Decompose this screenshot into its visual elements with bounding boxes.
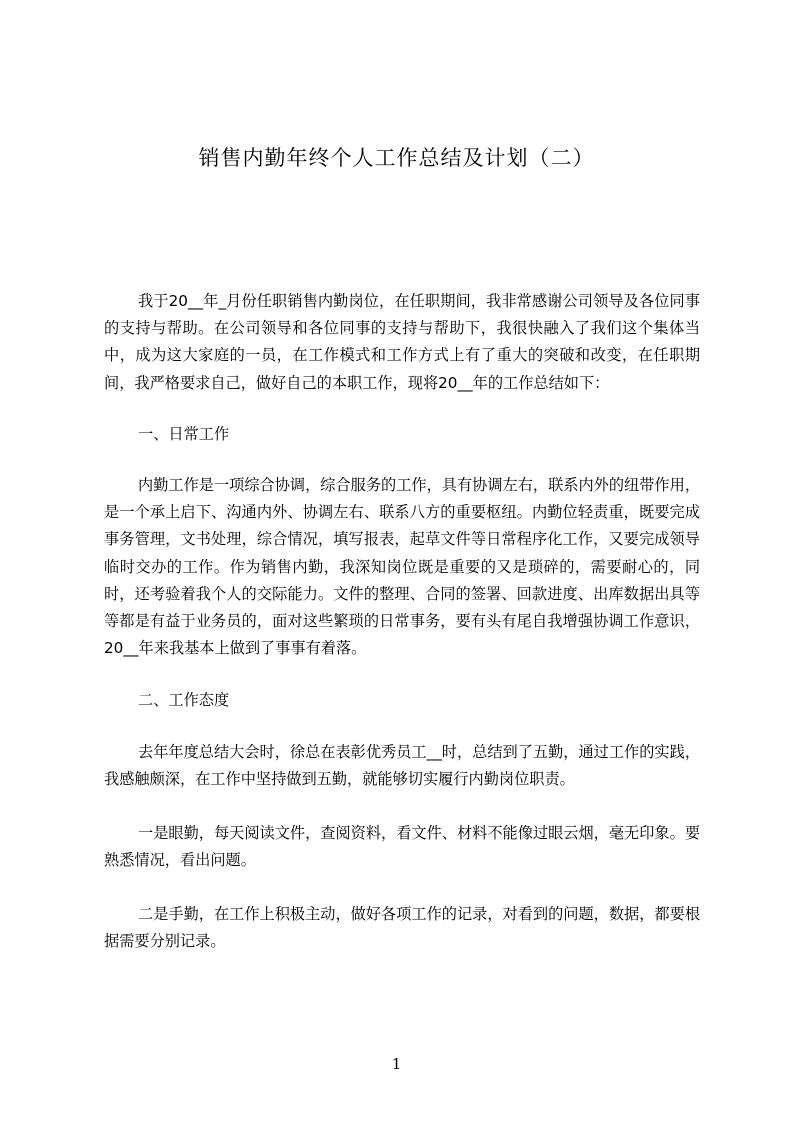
intro-paragraph: 我于20__年_月份任职销售内勤岗位，在任职期间，我非常感谢公司领导及各位同事的支持与帮助。在公司领导和各位同事的支持与帮助下，我很快融入了我们这个集体当中，成为这大家庭的一员，在工作模式和工作方式上有了重大的突破和改变，在任职期间，我严格要求自己，做好自己的本职工作，现将20__年的工作总结如下： (104, 292, 700, 392)
page-title: 销售内勤年终个人工作总结及计划（二） (198, 146, 595, 170)
section-heading-work-attitude: 二、工作态度 (138, 691, 230, 709)
hand-diligence-paragraph: 二是手勤，在工作上积极主动，做好各项工作的记录，对看到的问题，数据，都要根据需要分别记录。 (104, 905, 700, 951)
work-attitude-paragraph: 去年年度总结大会时，徐总在表彰优秀员工__时，总结到了五勤，通过工作的实践，我感触颇深，在工作中坚持做到五勤，就能够切实履行内勤岗位职责。 (104, 743, 700, 789)
daily-work-paragraph: 内勤工作是一项综合协调，综合服务的工作，具有协调左右，联系内外的纽带作用，是一个承上启下、沟通内外、协调左右、联系八方的重要枢纽。内勤位轻责重，既要完成事务管理，文书处理，综合情况，填写报表，起草文件等日常程序化工作，又要完成领导临时交办的工作。作为销售内勤，我深知岗位既是重要的又是琐碎的，需要耐心的，同时，还考验着我个人的交际能力。文件的整理、合同的签署、回款进度、出库数据出具等等都是有益于业务员的，面对这些繁琐的日常事务，要有头有尾自我增强协调工作意识，20__年来我基本上做到了事事有着落。 (104, 476, 700, 658)
eye-diligence-paragraph: 一是眼勤，每天阅读文件，查阅资料，看文件、材料不能像过眼云烟，毫无印象。要熟悉情况，看出问题。 (104, 824, 700, 870)
section-heading-daily-work: 一、日常工作 (138, 425, 230, 443)
page-number: 1 (391, 1055, 402, 1073)
